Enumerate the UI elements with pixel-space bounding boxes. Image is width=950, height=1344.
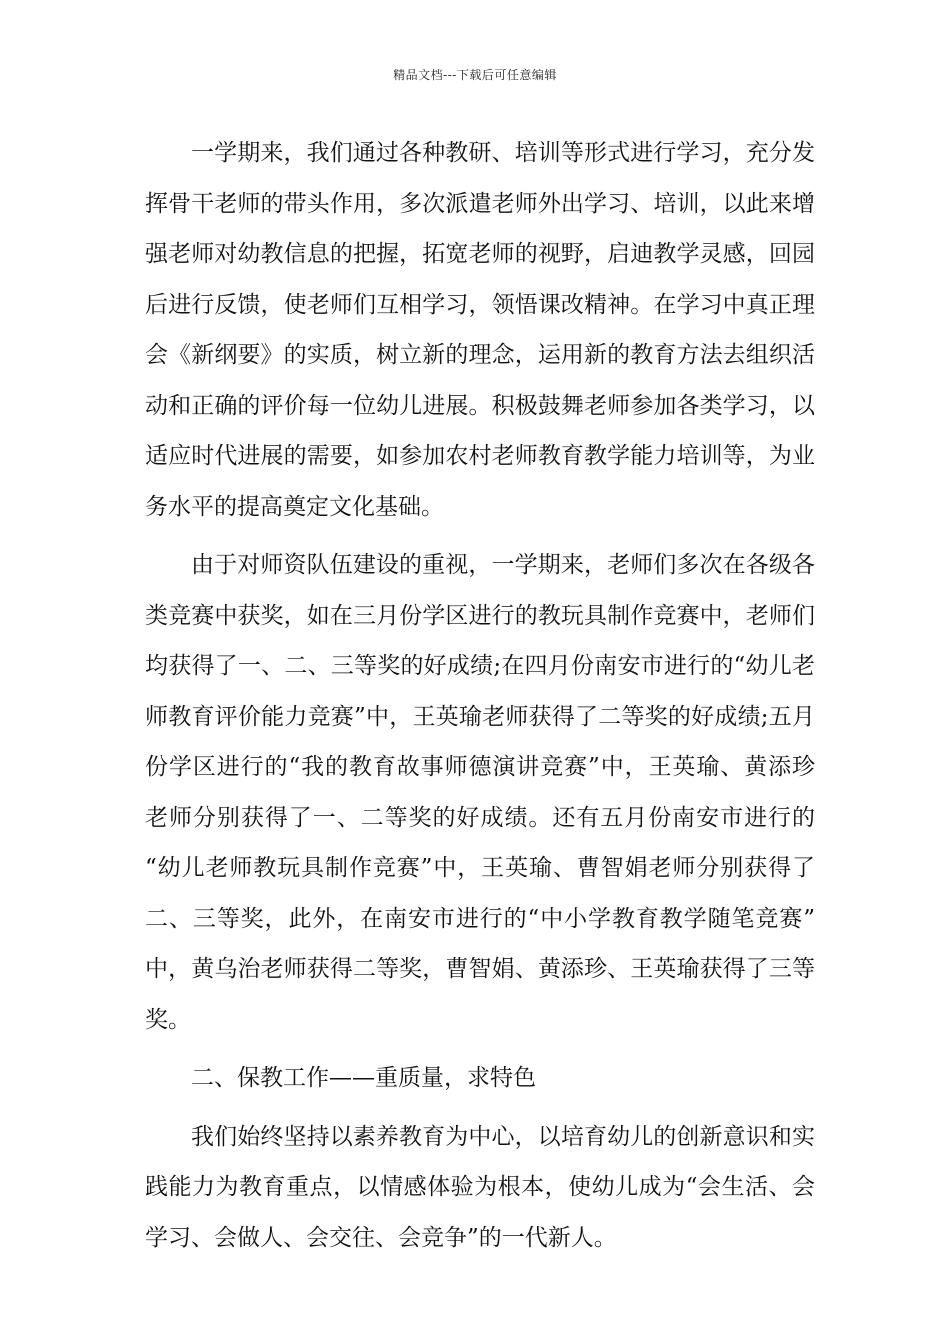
text-line: 我们始终坚持以素养教育为中心，以培育幼儿的创新意识和实 [191, 1123, 815, 1150]
text-line: 会《新纲要》的实质，树立新的理念，运用新的教育方法去组织活 [145, 342, 815, 368]
section-heading [145, 1053, 815, 1104]
text-line: 务水平的提高奠定文化基础。 [145, 493, 444, 520]
text-line: 践能力为教育重点，以情感体验为根本，使幼儿成为“会生活、会 [145, 1174, 815, 1200]
text-line: 份学区进行的“我的教育故事师德演讲竞赛”中，王英瑜、黄添珍 [145, 754, 815, 780]
paragraph-teacher-training [145, 128, 815, 532]
text-line: 均获得了一、二、三等奖的好成绩;在四月份南安市进行的“幼儿老 [145, 653, 815, 679]
text-line: 老师分别获得了一、二等奖的好成绩。还有五月份南安市进行的 [145, 804, 815, 831]
text-line: 动和正确的评价每一位幼儿进展。积极鼓舞老师参加各类学习，以 [145, 392, 815, 419]
text-line: 适应时代进展的需要，如参加农村老师教育教学能力培训等，为业 [145, 443, 815, 469]
text-line: 师教育评价能力竞赛”中，王英瑜老师获得了二等奖的好成绩;五月 [145, 703, 815, 730]
text-line: 中，黄乌治老师获得二等奖，曹智娟、黄添珍、王英瑜获得了三等 [145, 956, 815, 982]
text-line: “幼儿老师教玩具制作竞赛”中，王英瑜、曹智娟老师分别获得了 [145, 855, 815, 881]
paragraph-spacer [145, 1104, 815, 1112]
text-line: 由于对师资队伍建设的重视，一学期来，老师们多次在各级各 [191, 552, 815, 578]
section-heading-text: 二、保教工作——重质量，求特色 [191, 1065, 536, 1091]
text-line: 后进行反馈，使老师们互相学习，领悟课改精神。在学习中真正理 [145, 291, 815, 318]
paragraph-spacer [145, 532, 815, 540]
text-line: 类竞赛中获奖，如在三月份学区进行的教玩具制作竞赛中，老师们 [145, 602, 815, 629]
text-line: 挥骨干老师的带头作用，多次派遣老师外出学习、培训，以此来增 [145, 190, 815, 217]
paragraph-awards [145, 540, 815, 1045]
paragraph-spacer [145, 1045, 815, 1053]
page-header: 精品文档---下载后可任意编辑 [393, 68, 557, 82]
text-line: 学习、会做人、会交往、会竞争”的一代新人。 [145, 1224, 617, 1251]
text-line: 奖。 [145, 1006, 191, 1033]
paragraph-quality-education [145, 1112, 815, 1264]
text-line: 一学期来，我们通过各种教研、培训等形式进行学习，充分发 [191, 140, 815, 166]
text-line: 二、三等奖，此外，在南安市进行的“中小学教育教学随笔竞赛” [145, 905, 815, 932]
text-line: 强老师对幼教信息的把握，拓宽老师的视野，启迪教学灵感，回园 [145, 241, 815, 267]
document-body [145, 128, 815, 1263]
